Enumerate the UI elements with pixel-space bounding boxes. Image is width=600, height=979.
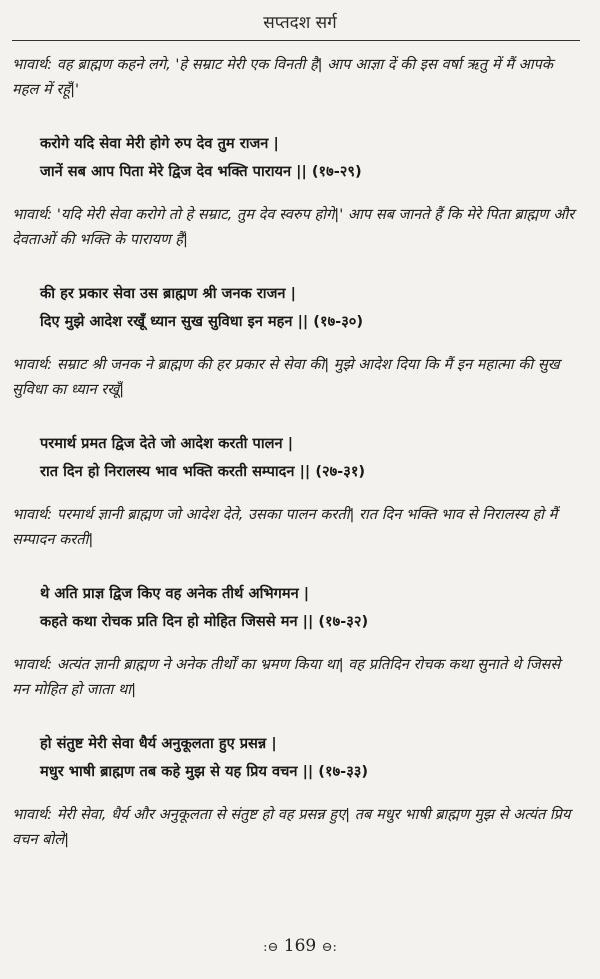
chapter-title: सप्तदश सर्ग [263,13,337,33]
meaning-label: भावार्थ: [12,506,53,523]
meaning-label: भावार्थ: [12,656,53,673]
verse-line: थे अति प्राज्ञ द्विज किए वह अनेक तीर्थ अभिगमन | [40,585,310,602]
verse-line: करोगे यदि सेवा मेरी होगे रुप देव तुम राजन | [40,135,279,152]
verse-line: रात दिन हो निरालस्य भाव भक्ति करती सम्पादन || (२७-३१) [40,463,366,480]
page-body [12,52,580,852]
verse-line: मधुर भाषी ब्राह्मण तब कहे मुझ से यह प्रिय वचन || (१७-३३) [40,763,369,780]
page-footer [0,936,600,956]
verse [40,280,580,336]
meaning-text: अत्यंत ज्ञानी ब्राह्मण ने अनेक तीर्थों का भ्रमण किया था| वह प्रतिदिन रोचक कथा सुनाते थे जिससे मन मोहित हो जाता था| [12,656,561,698]
page-number: 169 [283,936,317,956]
verse-line: परमार्थ प्रमत द्विज देते जो आदेश करती पालन | [40,435,294,452]
verse-meaning [12,352,580,402]
meaning-text: सम्राट श्री जनक ने ब्राह्मण की हर प्रकार से सेवा की| मुझे आदेश दिया कि मैं इन महात्मा की सुख सुविधा का ध्यान रखूँ| [12,356,560,398]
verse-block [12,130,580,252]
header-rule [12,40,580,41]
meaning-text: 'यदि मेरी सेवा करोगे तो हे सम्राट, तुम देव स्वरुप होगे|' आप सब जानते हैं कि मेरे पिता ब्राह्मण और देवताओं की भक्ति के पारायण हैं| [12,206,575,248]
ornament-left-icon: :⊖ [263,940,279,955]
ornament-right-icon: ⊖: [321,940,337,955]
verse-line: हो संतुष्ट मेरी सेवा धैर्य अनुकूलता हुए प्रसन्न | [40,735,277,752]
intro-meaning [12,52,580,102]
verse [40,580,580,636]
verse-meaning [12,502,580,552]
meaning-text: मेरी सेवा, धैर्य और अनुकूलता से संतुष्ट हो वह प्रसन्न हुए| तब मधुर भाषी ब्राह्मण मुझ से अत्यंत प्रिय वचन बोले| [12,806,571,848]
verse-block [12,280,580,402]
verse-block [12,430,580,552]
meaning-text: परमार्थ ज्ञानी ब्राह्मण जो आदेश देते, उसका पालन करती| रात दिन भक्ति भाव से निरालस्य हो मैं सम्पादन करती| [12,506,558,548]
verse [40,130,580,186]
meaning-label: भावार्थ: [12,56,53,73]
meaning-label: भावार्थ: [12,356,53,373]
verse-block [12,730,580,852]
meaning-label: भावार्थ: [12,806,53,823]
verse-meaning [12,802,580,852]
verse-block [12,580,580,702]
verse-line: की हर प्रकार सेवा उस ब्राह्मण श्री जनक राजन | [40,285,296,302]
verse-meaning [12,652,580,702]
verse [40,430,580,486]
verse-line: जानें सब आप पिता मेरे द्विज देव भक्ति पारायन || (१७-२९) [40,163,362,180]
verse-line: दिए मुझे आदेश रखूँ ध्यान सुख सुविधा इन महन || (१७-३०) [40,313,364,330]
verse [40,730,580,786]
meaning-text: वह ब्राह्मण कहने लगे, 'हे सम्राट मेरी एक विनती है| आप आज्ञा दें की इस वर्षा ऋतु में मैं आपके महल में रहूँ|' [12,56,553,98]
meaning-label: भावार्थ: [12,206,53,223]
verse-line: कहते कथा रोचक प्रति दिन हो मोहित जिससे मन || (१७-३२) [40,613,369,630]
verse-meaning [12,202,580,252]
